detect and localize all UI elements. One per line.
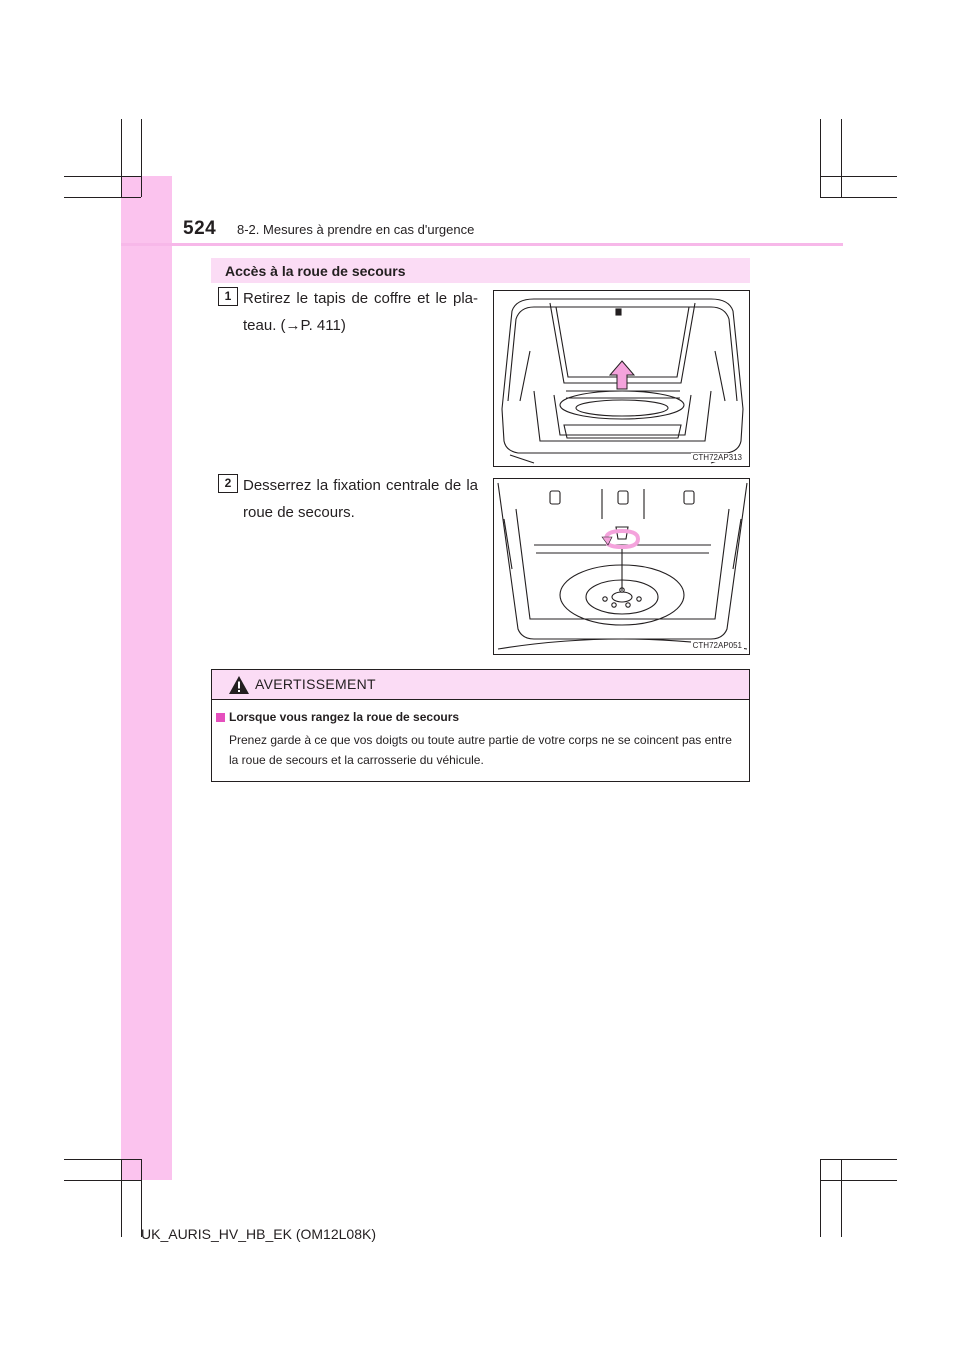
crop-mark	[64, 197, 141, 198]
crop-mark	[64, 1180, 141, 1181]
crop-mark	[820, 1159, 897, 1160]
crop-mark	[820, 197, 897, 198]
crop-mark	[141, 119, 142, 197]
crop-mark	[841, 119, 842, 197]
spare-wheel-illustration	[493, 478, 750, 655]
section-title: Accès à la roue de secours	[225, 263, 406, 279]
trunk-illustration	[493, 290, 750, 467]
crop-mark	[820, 1159, 821, 1237]
warning-header	[212, 670, 749, 700]
warning-label: AVERTISSEMENT	[255, 676, 376, 692]
running-head: 8-2. Mesures à prendre en cas d'urgence	[237, 222, 475, 237]
trunk-open-drawing	[494, 291, 750, 467]
crop-mark	[820, 1180, 897, 1181]
margin-color-strip	[121, 176, 172, 1180]
page-number: 524	[183, 218, 217, 239]
square-bullet-icon	[216, 713, 225, 722]
crop-mark	[841, 1159, 842, 1237]
crop-mark	[121, 119, 122, 197]
header-rule	[121, 243, 843, 246]
figure-code: CTH72AP313	[692, 453, 742, 462]
step-1-text: Retirez le tapis de coffre et le pla-teau. (→P. 411)	[243, 290, 478, 334]
crop-mark	[820, 119, 821, 197]
warning-triangle-icon	[228, 675, 250, 695]
warning-subheading: Lorsque vous rangez la roue de secours	[229, 710, 460, 724]
figure-code: CTH72AP051	[692, 641, 742, 650]
warning-box	[211, 669, 750, 782]
step-number-1: 1	[218, 287, 238, 306]
spare-wheel-drawing	[494, 479, 750, 655]
crop-mark	[121, 1159, 122, 1237]
step-number-2: 2	[218, 474, 238, 493]
warning-body: Prenez garde à ce que vos doigts ou toute autre partie de votre corps ne se coincent pas entre la roue de secours et la carrosserie du véhicule.	[229, 733, 732, 767]
step-2-text: Desserrez la fixation centrale de la roue de secours.	[243, 477, 478, 521]
crop-mark	[64, 176, 141, 177]
crop-mark	[64, 1159, 141, 1160]
crop-mark	[820, 176, 897, 177]
document-code: UK_AURIS_HV_HB_EK (OM12L08K)	[141, 1226, 376, 1242]
